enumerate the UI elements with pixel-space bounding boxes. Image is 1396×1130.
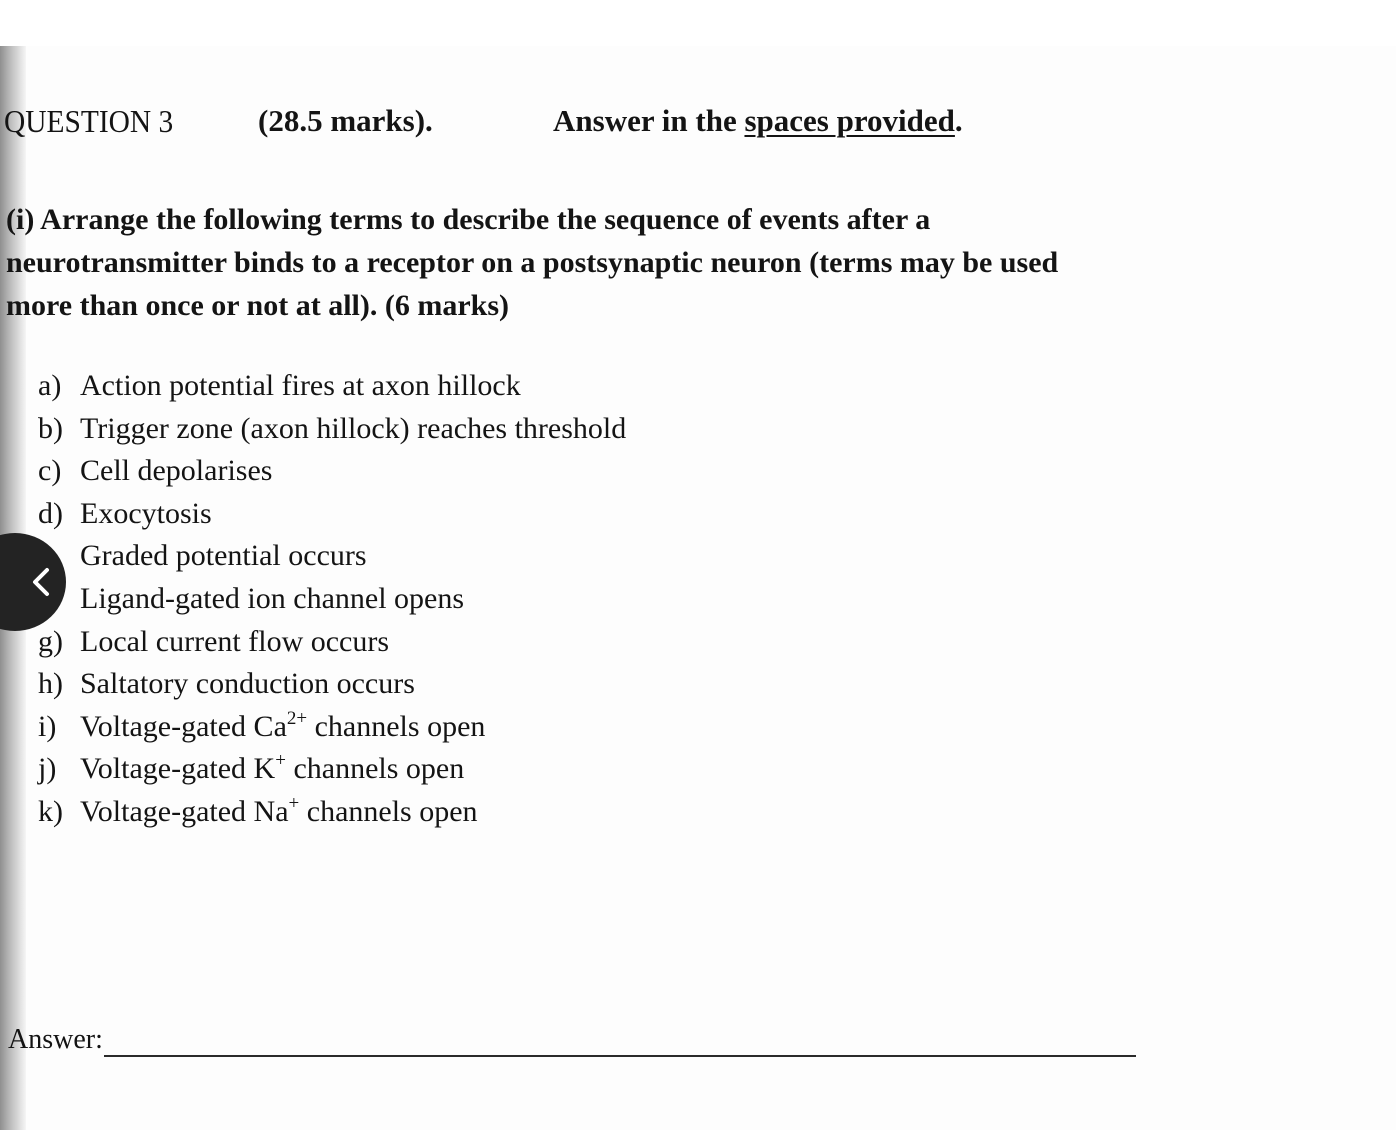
instruction-suffix: . bbox=[954, 103, 963, 138]
options-list bbox=[38, 365, 626, 834]
marks-label: (28.5 marks). bbox=[258, 103, 433, 138]
list-item bbox=[38, 450, 626, 493]
option-letter: i) bbox=[38, 709, 57, 743]
option-text: Saltatory conduction occurs bbox=[80, 667, 415, 701]
prompt-line: neurotransmitter binds to a receptor on a postsynaptic neuron (terms may be used bbox=[6, 246, 1059, 279]
option-text: Ligand-gated ion channel opens bbox=[80, 581, 465, 615]
option-text: Graded potential occurs bbox=[80, 539, 367, 573]
option-text: Exocytosis bbox=[80, 496, 212, 530]
option-text: Voltage-gated $Ca^{2+}$ channels open bbox=[80, 707, 486, 743]
list-item bbox=[38, 493, 626, 536]
option-text: Cell depolarises bbox=[80, 454, 273, 488]
option-text: Local current flow occurs bbox=[80, 624, 390, 658]
superscript: 2+ bbox=[286, 707, 308, 729]
list-item bbox=[38, 621, 626, 664]
instruction bbox=[553, 103, 963, 139]
prompt-line: more than once or not at all). (6 marks) bbox=[6, 289, 509, 322]
answer-label: Answer: bbox=[8, 1024, 103, 1055]
prompt-line: (i) Arrange the following terms to describe the sequence of events after a bbox=[6, 203, 931, 236]
option-letter: c) bbox=[38, 454, 62, 488]
option-text: Voltage-gated Na+ channels open bbox=[80, 792, 478, 828]
list-item bbox=[38, 578, 626, 621]
list-item bbox=[38, 706, 626, 749]
list-item bbox=[38, 791, 626, 834]
list-item bbox=[38, 408, 626, 451]
list-item bbox=[38, 663, 626, 706]
answer-line[interactable] bbox=[104, 1055, 1136, 1057]
option-letter: a) bbox=[38, 369, 62, 402]
question-label: QUESTION 3 bbox=[4, 103, 174, 139]
superscript: + bbox=[275, 750, 286, 772]
option-letter: b) bbox=[38, 411, 63, 445]
option-text: Action potential fires at axon hillock bbox=[80, 369, 521, 402]
superscript: + bbox=[288, 792, 300, 814]
option-letter: d) bbox=[38, 496, 63, 530]
top-margin bbox=[0, 0, 1396, 46]
list-item bbox=[38, 365, 626, 408]
instruction-underlined: spaces provided bbox=[744, 103, 955, 138]
chevron-left-icon bbox=[29, 566, 53, 598]
option-letter: k) bbox=[38, 794, 63, 828]
option-text: Voltage-gated K+ channels open bbox=[80, 750, 465, 786]
option-text: Trigger zone (axon hillock) reaches threshold bbox=[80, 411, 627, 445]
option-letter: g) bbox=[38, 624, 63, 658]
option-letter: h) bbox=[38, 667, 63, 701]
question-prompt bbox=[6, 198, 1146, 327]
instruction-prefix: Answer in the bbox=[553, 103, 745, 138]
list-item bbox=[38, 748, 626, 791]
option-letter: j) bbox=[38, 752, 57, 786]
list-item bbox=[38, 535, 626, 578]
